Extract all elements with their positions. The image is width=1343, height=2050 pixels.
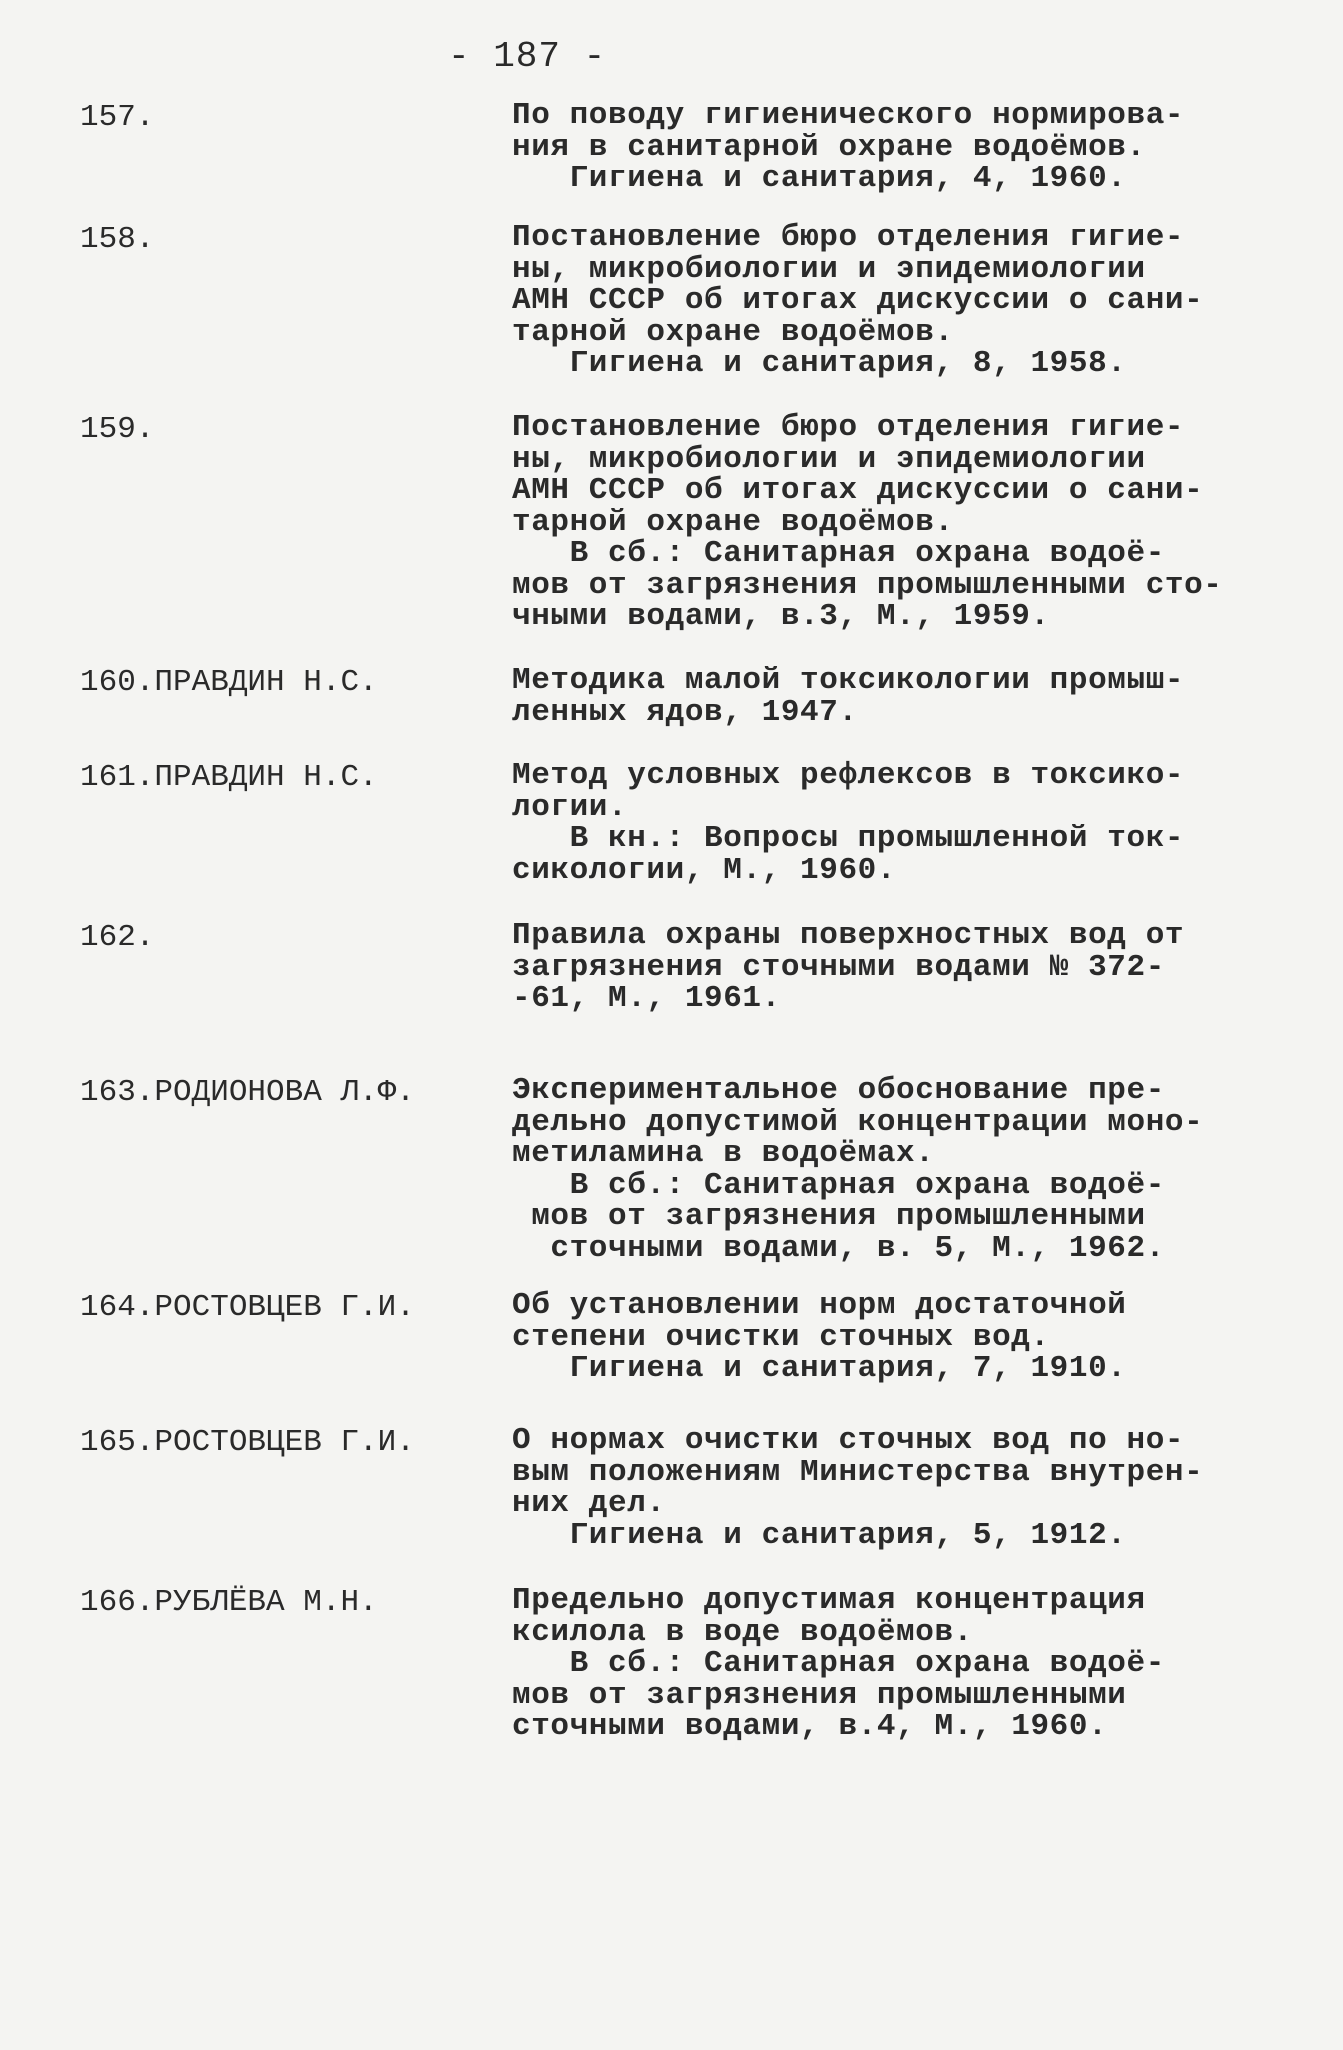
entry-line: В сб.: Санитарная охрана водоё- xyxy=(512,1167,1165,1203)
entry-line: О нормах очистки сточных вод по но- xyxy=(512,1423,1185,1458)
entry-number-author xyxy=(80,1290,415,1325)
entry-line: тарной охране водоёмов. xyxy=(512,504,954,540)
entry-line: сточными водами, в. 5, М., 1962. xyxy=(512,1230,1165,1266)
entry-text xyxy=(512,1585,1312,1743)
entry-line: Методика малой токсикологии промыш- xyxy=(512,663,1185,698)
entry-line: степени очистки сточных вод. xyxy=(512,1319,1050,1355)
entry-text xyxy=(512,1290,1312,1385)
entry-line: ны, микробиологии и эпидемиологии xyxy=(512,441,1146,477)
entry-number-author xyxy=(80,920,154,955)
entry-number-author xyxy=(80,1425,415,1460)
entry-text xyxy=(512,1075,1312,1264)
entry-line: ны, микробиологии и эпидемиологии xyxy=(512,251,1146,287)
entry-number-author xyxy=(80,412,154,447)
entry-number-author xyxy=(80,222,154,257)
entry-number-author xyxy=(80,100,154,135)
entry-number: 164. xyxy=(80,1290,155,1325)
entry-line: загрязнения сточными водами № 372- xyxy=(512,949,1165,985)
entry-number: 158. xyxy=(80,222,155,257)
entry-author: ПРАВДИН Н.С. xyxy=(154,760,378,795)
entry-author: РОСТОВЦЕВ Г.И. xyxy=(154,1290,415,1325)
entry-author: ПРАВДИН Н.С. xyxy=(154,665,378,700)
entry-line: Постановление бюро отделения гигие- xyxy=(512,410,1185,445)
entry-line: сикологии, М., 1960. xyxy=(512,852,897,888)
entry-line: Правила охраны поверхностных вод от xyxy=(512,918,1185,953)
entry-line: АМН СССР об итогах дискуссии о сани- xyxy=(512,473,1204,508)
entry-line: мов от загрязнения промышленными сто- xyxy=(512,567,1223,603)
entry-number: 159. xyxy=(80,412,155,447)
entry-number: 161. xyxy=(80,760,155,795)
entry-line: Об установлении норм достаточной xyxy=(512,1288,1127,1323)
entry-line: Гигиена и санитария, 4, 1960. xyxy=(512,161,1127,196)
entry-line: мов от загрязнения промышленными xyxy=(512,1199,1146,1234)
entry-text xyxy=(512,100,1312,195)
entry-author: РОДИОНОВА Л.Ф. xyxy=(154,1075,415,1110)
entry-line: Метод условных рефлексов в токсико- xyxy=(512,758,1185,793)
entry-number-author xyxy=(80,1075,415,1110)
entry-line: них дел. xyxy=(512,1486,666,1521)
entry-line: Гигиена и санитария, 7, 1910. xyxy=(512,1351,1127,1386)
entry-line: сточными водами, в.4, М., 1960. xyxy=(512,1709,1108,1744)
entry-text xyxy=(512,1425,1312,1551)
entry-text xyxy=(512,222,1312,380)
entry-line: чными водами, в.3, М., 1959. xyxy=(512,599,1050,634)
entry-line: Гигиена и санитария, 8, 1958. xyxy=(512,346,1127,381)
entry-line: вым положениям Министерства внутрен- xyxy=(512,1454,1204,1490)
entry-number-author xyxy=(80,760,378,795)
entry-number: 157. xyxy=(80,100,155,135)
entry-line: АМН СССР об итогах дискуссии о сани- xyxy=(512,283,1204,318)
entry-line: ленных ядов, 1947. xyxy=(512,694,858,730)
entry-line: ния в санитарной охране водоёмов. xyxy=(512,129,1146,165)
entry-number: 165. xyxy=(80,1425,155,1460)
entry-line: ксилола в воде водоёмов. xyxy=(512,1614,973,1650)
entry-text xyxy=(512,665,1312,728)
entry-line: мов от загрязнения промышленными xyxy=(512,1677,1127,1713)
entry-number-author xyxy=(80,1585,378,1620)
entry-number: 160. xyxy=(80,665,155,700)
entry-text xyxy=(512,412,1312,633)
entry-line: Предельно допустимая концентрация xyxy=(512,1583,1146,1618)
entry-line: В сб.: Санитарная охрана водоё- xyxy=(512,536,1165,571)
entry-line: дельно допустимой концентрации моно- xyxy=(512,1104,1204,1140)
entry-line: В кн.: Вопросы промышленной ток- xyxy=(512,821,1185,856)
entry-line: Гигиена и санитария, 5, 1912. xyxy=(512,1517,1127,1553)
entry-line: метиламина в водоёмах. xyxy=(512,1136,935,1171)
page-number: - 187 - xyxy=(448,36,607,77)
entry-line: логии. xyxy=(512,789,628,825)
entry-number: 162. xyxy=(80,920,155,955)
entry-line: В сб.: Санитарная охрана водоё- xyxy=(512,1646,1165,1681)
entry-number: 163. xyxy=(80,1075,155,1110)
entry-text xyxy=(512,920,1312,1015)
entry-line: По поводу гигиенического нормирова- xyxy=(512,98,1185,133)
entry-line: Постановление бюро отделения гигие- xyxy=(512,220,1185,255)
entry-number: 166. xyxy=(80,1585,155,1620)
entry-number-author xyxy=(80,665,378,700)
entry-author: РУБЛЁВА М.Н. xyxy=(154,1585,378,1620)
entry-line: тарной охране водоёмов. xyxy=(512,314,954,350)
entry-author: РОСТОВЦЕВ Г.И. xyxy=(154,1425,415,1460)
entry-line: Экспериментальное обоснование пре- xyxy=(512,1073,1165,1108)
entry-text xyxy=(512,760,1312,886)
entry-line: -61, М., 1961. xyxy=(512,981,781,1016)
